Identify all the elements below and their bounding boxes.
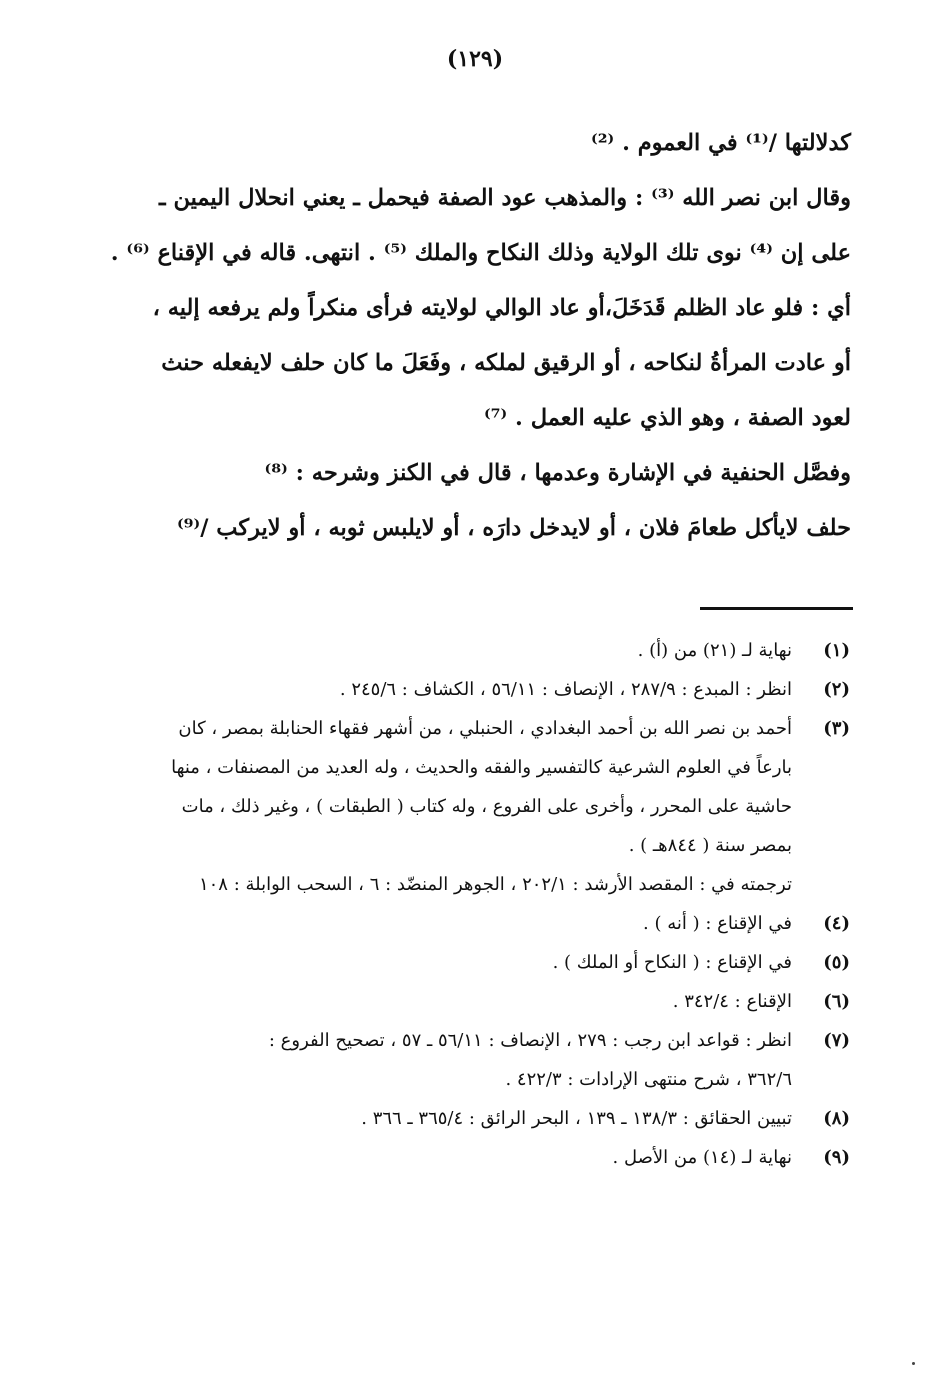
footnote-number — [792, 872, 850, 911]
footnote-text: نهاية لـ (١٤) من الأصل . — [612, 1147, 792, 1168]
footnote — [110, 989, 850, 1028]
main-text — [110, 128, 851, 568]
footnote-text: في الإقناع : ( النكاح أو الملك ) . — [552, 952, 792, 973]
footnote-text: حاشية على المحرر ، وأخرى على الفروع ، وله كتاب ( الطبقات ) ، وغير ذلك ، مات — [181, 796, 792, 817]
text-line: أي : فلو عاد الظلم قَدَخَلَ،أو عاد الوالي لولايته فرأى منكراً ولم يرفعه إليه ، — [152, 295, 851, 321]
footnote-divider — [700, 607, 853, 610]
footnote-number: (٩) — [823, 1147, 850, 1168]
page-number: (١٢٩) — [446, 46, 504, 72]
footnote-text: بارعاً في العلوم الشرعية كالتفسير والفقه والحديث ، وله العديد من المصنفات ، منها — [171, 757, 792, 778]
text-line: وقال ابن نصر الله ⁽³⁾ : والمذهب عود الصفة فيحمل ـ يعني انحلال اليمين ـ — [159, 185, 851, 211]
footnote-continuation — [110, 872, 850, 911]
footnote-text: نهاية لـ (٢١) من (أ) . — [637, 640, 792, 661]
text-line: أو عادت المرأةُ لنكاحه ، أو الرقيق لملكه ، وفَعَلَ ما كان حلف لايفعله حنث — [161, 350, 851, 376]
footnote — [110, 716, 850, 872]
footnote — [110, 1028, 850, 1106]
footnote — [110, 1106, 850, 1145]
footnote — [110, 950, 850, 989]
footnote — [110, 677, 850, 716]
footnote-number: (٨) — [823, 1108, 850, 1129]
footnote-text: ٣٦٢/٦ ، شرح منتهى الإرادات : ٤٢٢/٣ . — [505, 1069, 792, 1090]
footnote-number: (٧) — [823, 1030, 850, 1051]
footnote-number: (٣) — [823, 718, 850, 739]
footnote-text: ترجمته في : المقصد الأرشد : ٢٠٢/١ ، الجوهر المنضّد : ٦ ، السحب الوابلة : ١٠٨ — [198, 874, 792, 895]
text-line: كدلالتها /⁽¹⁾ في العموم . ⁽²⁾ — [590, 130, 851, 156]
footnote-text: بمصر سنة ( ٨٤٤هـ ) . — [628, 835, 792, 856]
text-line: لعود الصفة ، وهو الذي عليه العمل . ⁽⁷⁾ — [483, 405, 851, 431]
footnote-text: الإقناع : ٣٤٢/٤ . — [672, 991, 792, 1012]
footnote-text: تبيين الحقائق : ١٣٨/٣ ـ ١٣٩ ، البحر الرائق : ٣٦٥/٤ ـ ٣٦٦ . — [361, 1108, 792, 1129]
footnote — [110, 638, 850, 677]
text-line: حلف لايأكل طعامَ فلان ، أو لايدخل دارَه ، أو لايلبس ثوبه ، أو لايركب /⁽⁹⁾ — [176, 515, 851, 541]
text-line: وفصَّل الحنفية في الإشارة وعدمها ، قال في الكنز وشرحه : ⁽⁸⁾ — [264, 460, 851, 486]
footnotes — [110, 638, 850, 1184]
footnote-text: انظر : المبدع : ٢٨٧/٩ ، الإنصاف : ٥٦/١١ ، الكشاف : ٢٤٥/٦ . — [339, 679, 792, 700]
footnote-number: (٢) — [823, 679, 850, 700]
footnote-text: انظر : قواعد ابن رجب : ٢٧٩ ، الإنصاف : ٥٦/١١ ـ ٥٧ ، تصحيح الفروع : — [268, 1030, 792, 1051]
footnote-number: (٥) — [823, 952, 850, 973]
text-line: على إن ⁽⁴⁾ نوى تلك الولاية وذلك النكاح والملك ⁽⁵⁾ . انتهى. قاله في الإقناع ⁽⁶⁾ . — [110, 240, 851, 266]
footnote-text: أحمد بن نصر الله بن أحمد البغدادي ، الحنبلي ، من أشهر فقهاء الحنابلة بمصر ، كان — [178, 718, 792, 739]
footnote-number: (٦) — [823, 991, 850, 1012]
footnote — [110, 911, 850, 950]
scan-speck — [912, 1362, 915, 1365]
footnote-number: (٤) — [823, 913, 850, 934]
footnote-text: في الإقناع : ( أنه ) . — [643, 913, 792, 934]
footnote — [110, 1145, 850, 1184]
footnote-number: (١) — [823, 640, 850, 661]
